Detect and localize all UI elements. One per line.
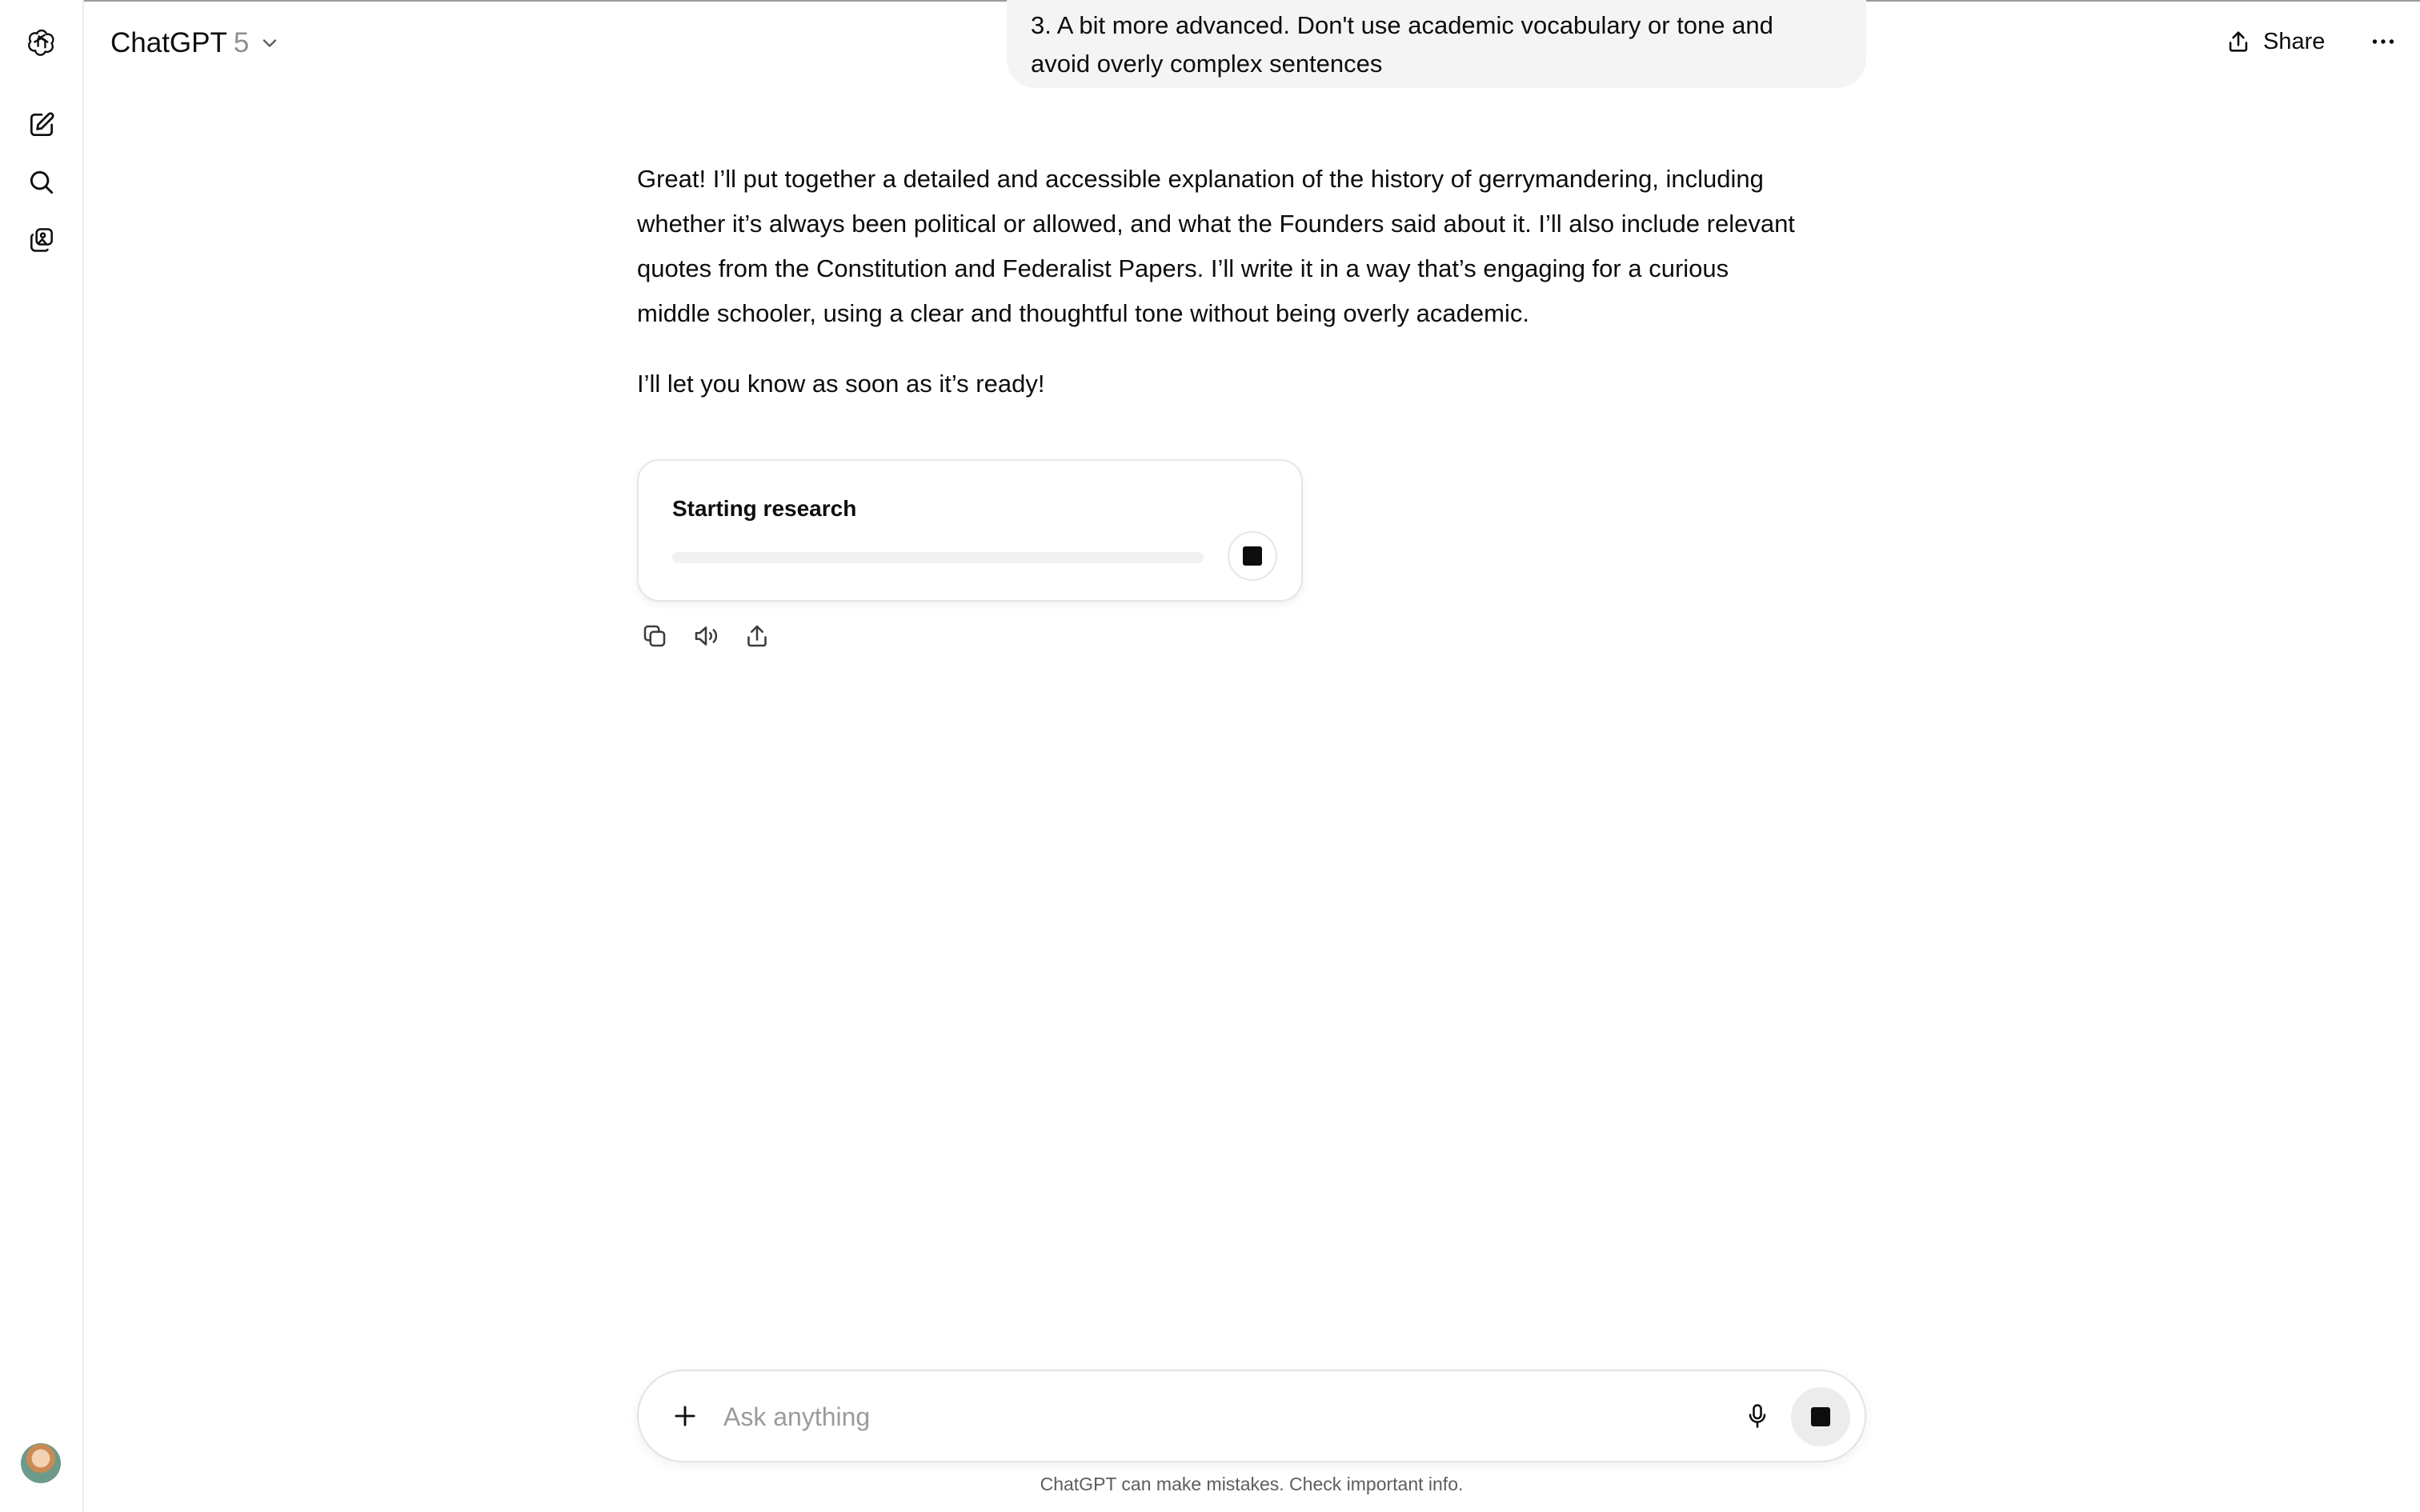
openai-logo-icon [26, 26, 57, 57]
prompt-input[interactable] [722, 1395, 1525, 1438]
research-progress-card[interactable] [637, 459, 1303, 602]
library-icon [26, 225, 57, 255]
openai-logo-button[interactable] [19, 19, 64, 64]
assistant-message [637, 157, 1885, 406]
model-version: 5 [233, 27, 250, 58]
user-message [1007, 0, 1866, 88]
share-button[interactable] [2217, 19, 2333, 64]
model-name: ChatGPT [110, 27, 227, 58]
share-response-button[interactable] [739, 616, 775, 656]
copy-button[interactable] [637, 616, 672, 656]
add-attachment-button[interactable] [663, 1394, 707, 1438]
new-chat-icon [26, 110, 57, 140]
stop-icon [1243, 546, 1262, 566]
composer [637, 1370, 1866, 1462]
read-aloud-button[interactable] [688, 616, 723, 656]
library-button[interactable] [19, 218, 64, 262]
user-message-line: avoid overly complex sentences [1031, 50, 1383, 78]
share-label: Share [2263, 28, 2326, 54]
user-message-line: 3. A bit more advanced. Don't use academic vocabulary or tone and [1031, 11, 1773, 39]
more-horizontal-icon [2369, 27, 2398, 56]
share-icon [743, 622, 771, 650]
user-avatar[interactable] [21, 1443, 61, 1483]
research-status-title: Starting research [672, 496, 857, 521]
assistant-line: whether it’s always been political or allowed, and what the Founders said about it. I’ll also include relevant [637, 210, 1795, 238]
read-aloud-icon [691, 622, 720, 650]
more-options-button[interactable] [2361, 19, 2406, 64]
research-progress-bar [672, 552, 1204, 563]
copy-icon [640, 622, 669, 650]
new-chat-button[interactable] [19, 102, 64, 147]
plus-icon [670, 1401, 700, 1431]
microphone-icon [1743, 1402, 1772, 1430]
assistant-paragraph [637, 157, 1885, 336]
dictate-button[interactable] [1735, 1394, 1780, 1438]
model-selector[interactable] [110, 21, 281, 66]
stop-icon [1811, 1407, 1830, 1426]
search-icon [26, 167, 57, 198]
search-chats-button[interactable] [19, 160, 64, 205]
stop-generating-button[interactable] [1791, 1387, 1850, 1446]
share-icon [2225, 28, 2252, 55]
stop-research-button[interactable] [1228, 531, 1277, 581]
assistant-line: quotes from the Constitution and Federalist Papers. I’ll write it in a way that’s engaging for a curious [637, 254, 1729, 282]
disclaimer-text: ChatGPT can make mistakes. Check important info. [1040, 1474, 1464, 1494]
assistant-paragraph: I’ll let you know as soon as it’s ready! [637, 370, 1045, 398]
message-actions [637, 616, 775, 656]
assistant-line: middle schooler, using a clear and thoughtful tone without being overly academic. [637, 299, 1529, 327]
assistant-line: Great! I’ll put together a detailed and accessible explanation of the history of gerrymandering, including [637, 165, 1764, 193]
chevron-down-icon [258, 32, 281, 54]
sidebar-rail [0, 0, 84, 1512]
